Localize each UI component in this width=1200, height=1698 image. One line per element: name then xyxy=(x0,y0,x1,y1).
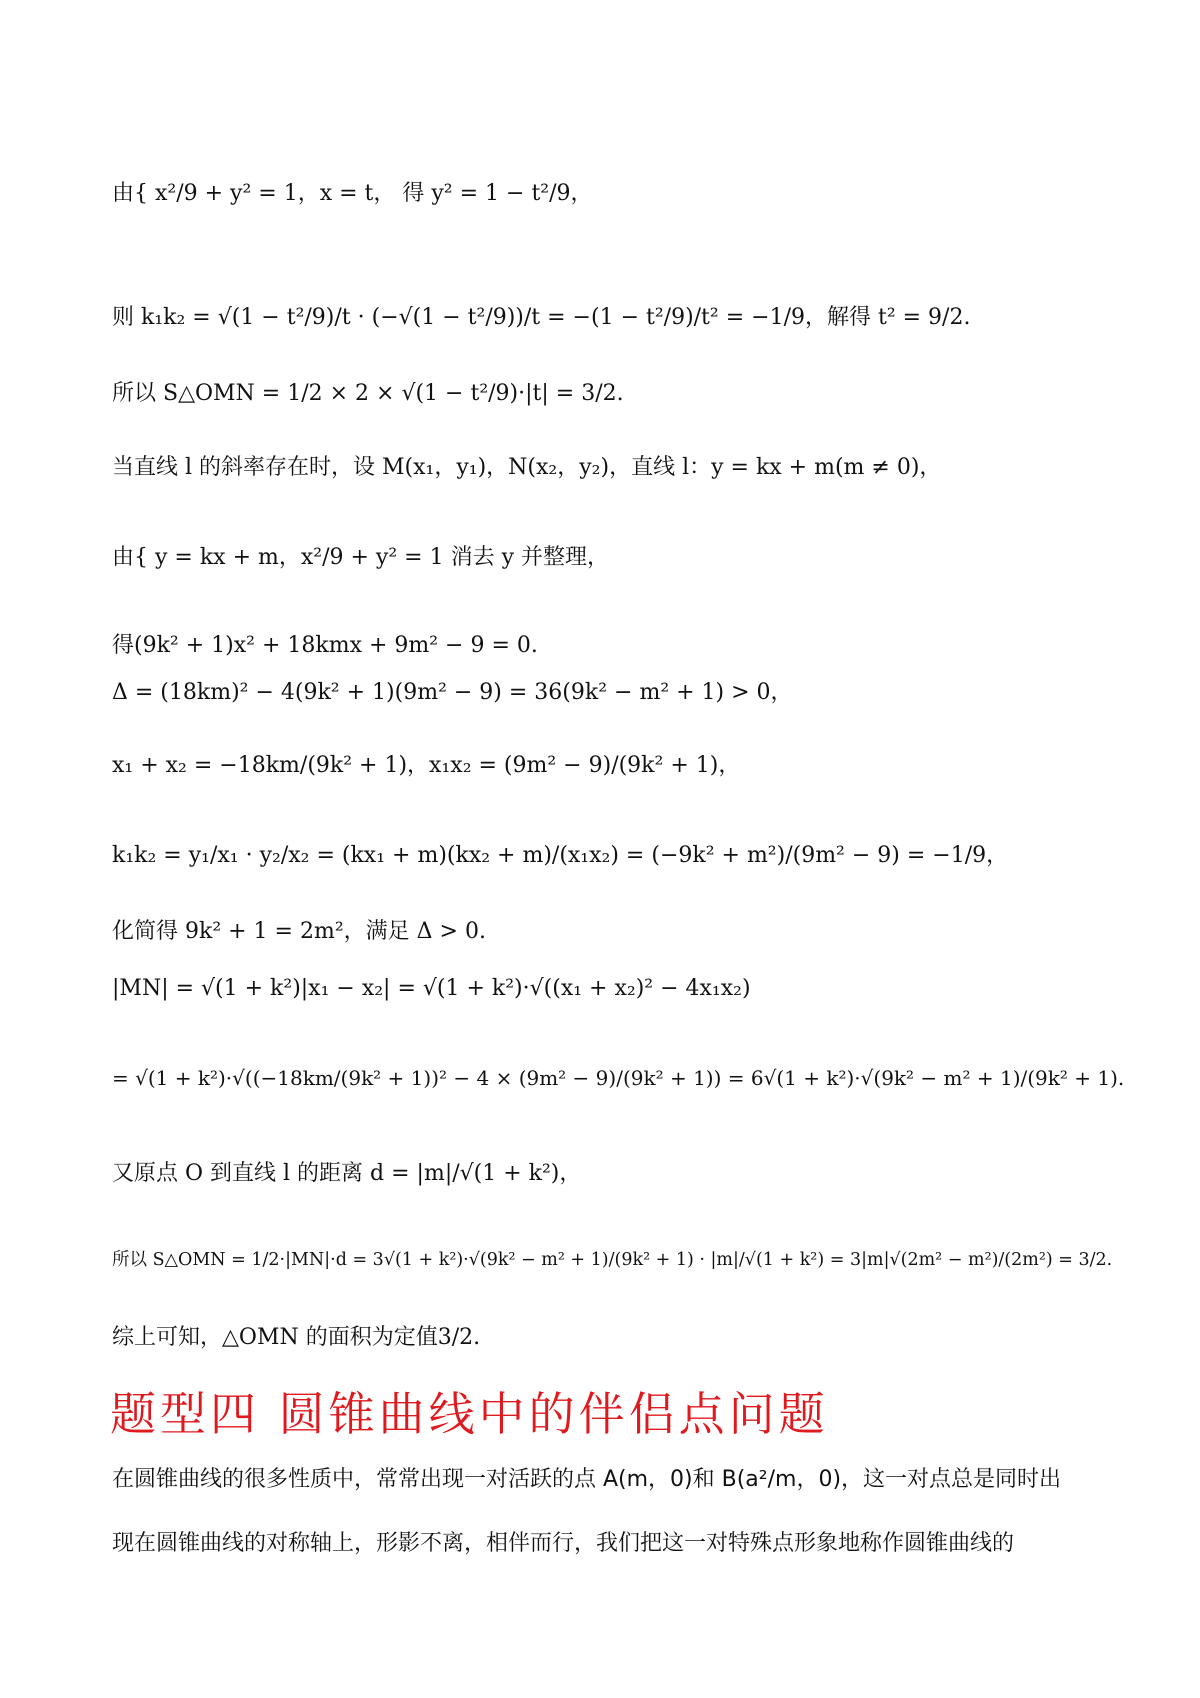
math-line-14: 所以 S△OMN = 1/2·|MN|·d = 3√(1 + k²)·√(9k² − m² + 1)/(9k² + 1) · |m|/√(1 + k²) = 3|m|√(2m² − m²)/(2m²) = 3/2. xyxy=(112,1250,1113,1270)
section-heading: 题型四 圆锥曲线中的伴侣点问题 xyxy=(110,1387,829,1441)
math-line-4: 当直线 l 的斜率存在时，设 M(x₁，y₁)，N(x₂，y₂)，直线 l：y = kx + m(m ≠ 0)， xyxy=(112,455,942,480)
math-line-12: = √(1 + k²)·√((−18km/(9k² + 1))² − 4 × (9m² − 9)/(9k² + 1)) = 6√(1 + k²)·√(9k² − m² + 1)/(9k² + 1). xyxy=(112,1066,1125,1090)
math-line-5: 由{ y = kx + m，x²/9 + y² = 1 消去 y 并整理， xyxy=(112,545,609,570)
math-line-10: 化简得 9k² + 1 = 2m²，满足 Δ > 0. xyxy=(112,919,486,944)
math-line-15: 综上可知，△OMN 的面积为定值3/2. xyxy=(112,1325,481,1350)
math-line-11: |MN| = √(1 + k²)|x₁ − x₂| = √(1 + k²)·√((x₁ + x₂)² − 4x₁x₂) xyxy=(112,976,751,1001)
math-line-13: 又原点 O 到直线 l 的距离 d = |m|/√(1 + k²)， xyxy=(112,1161,582,1186)
math-line-6: 得(9k² + 1)x² + 18kmx + 9m² − 9 = 0. xyxy=(112,633,538,658)
math-line-3: 所以 S△OMN = 1/2 × 2 × √(1 − t²/9)·|t| = 3/2. xyxy=(112,381,624,406)
math-line-9: k₁k₂ = y₁/x₁ · y₂/x₂ = (kx₁ + m)(kx₂ + m)/(x₁x₂) = (−9k² + m²)/(9m² − 9) = −1/9， xyxy=(112,843,1009,868)
math-line-8: x₁ + x₂ = −18km/(9k² + 1)，x₁x₂ = (9m² − 9)/(9k² + 1)， xyxy=(112,753,741,778)
math-line-2: 则 k₁k₂ = √(1 − t²/9)/t · (−√(1 − t²/9))/t = −(1 − t²/9)/t² = −1/9，解得 t² = 9/2. xyxy=(112,305,971,330)
paragraph-line-2: 现在圆锥曲线的对称轴上，形影不离，相伴而行，我们把这一对特殊点形象地称作圆锥曲线的 xyxy=(112,1531,1015,1556)
math-line-1: 由{ x²/9 + y² = 1，x = t， 得 y² = 1 − t²/9， xyxy=(112,181,593,206)
paragraph-line-1: 在圆锥曲线的很多性质中，常常出现一对活跃的点 A(m，0)和 B(a²/m，0)，这一对点总是同时出 xyxy=(112,1467,1062,1492)
math-line-7: Δ = (18km)² − 4(9k² + 1)(9m² − 9) = 36(9k² − m² + 1) > 0， xyxy=(112,680,793,705)
